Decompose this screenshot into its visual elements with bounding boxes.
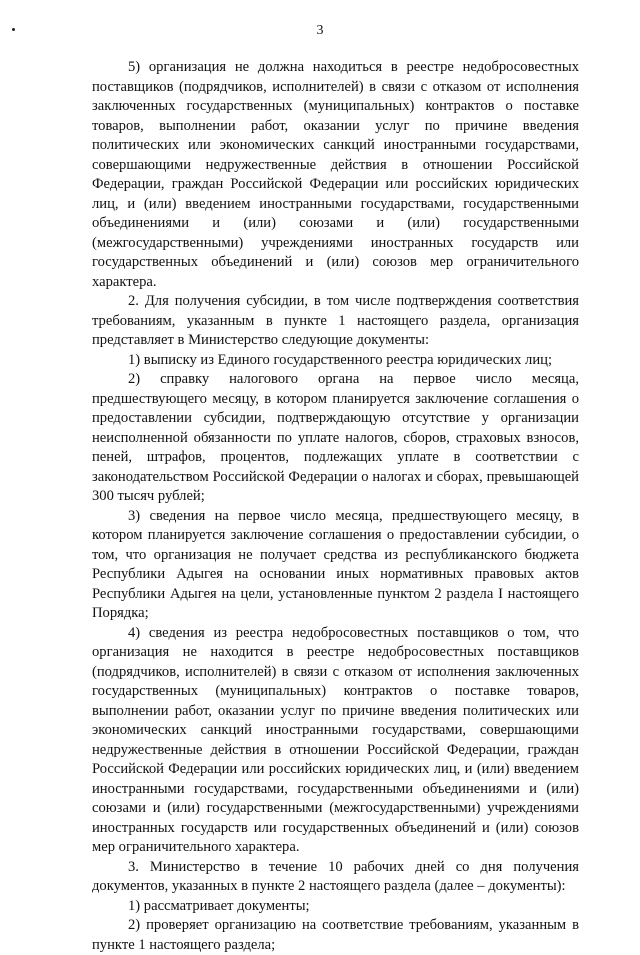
paragraph-point-3-ministry-review: 3. Министерство в течение 10 рабочих дней со дня получения документов, указанных в пункте 2 настоящего раздела (далее – документы): <box>92 858 579 894</box>
paragraph-item-4-registry-info: 4) сведения из реестра недобросовестных поставщиков о том, что организация не находится в реестре недобросовестных поставщиков (подрядчиков, исполнителей) в связи с отказом от исполнения заключенных государственных (муниципальных) контрактов о поставке товаров, выполнении работ, оказании услуг по причине введения политических или экономических санкций иностранными государствами, совершающими недружественные действия в отношении Российской Федерации, граждан Российской Федерации или российских юридических лиц, и (или) введением иностранными государствами, государственными объединениями и (или) союзами и (или) государственными (межгосударственными) учреждениями иностранных государств или государственных объединений и (или) союзов мер ограничительного характера. <box>92 624 579 855</box>
paragraph-item-3-budget-info: 3) сведения на первое число месяца, предшествующего месяцу, в котором планируется заключение соглашения о предоставлении субсидии, о том, что организация не получает средства из республиканского бюджета Республики Адыгея на основании иных нормативных правовых актов Республики Адыгея на цели, установленные пунктом 2 раздела I настоящего Порядка; <box>92 507 579 621</box>
paragraph-item-2-checks: 2) проверяет организацию на соответствие требованиям, указанным в пункте 1 настоящего раздела; <box>92 917 579 953</box>
paragraph-point-2-documents: 2. Для получения субсидии, в том числе подтверждения соответствия требованиям, указанным в пункте 1 настоящего раздела, организация представляет в Министерство следующие документы: <box>92 293 579 348</box>
page-number: 3 <box>316 23 324 38</box>
paragraph-item-5-registry-condition: 5) организация не должна находиться в реестре недобросовестных поставщиков (подрядчиков, исполнителей) в связи с отказом от исполнения заключенных государственных (муниципальных) контрактов о поставке товаров, выполнении работ, оказании услуг по причине введения политических или экономических санкций иностранными государствами, совершающими недружественные действия в отношении Российской Федерации, граждан Российской Федерации или российских юридических лиц, и (или) введением иностранными государствами, государственными объединениями и (или) союзами и (или) государственными (межгосударственными) учреждениями иностранных государств или государственных объединений и (или) союзов мер ограничительного характера. <box>92 59 579 290</box>
paragraph-item-1-reviews: 1) рассматривает документы; <box>128 897 310 914</box>
document-body <box>92 58 579 955</box>
paragraph-item-1-extract: 1) выписку из Единого государственного реестра юридических лиц; <box>128 351 553 368</box>
paragraph-item-2-tax-certificate: 2) справку налогового органа на первое число месяца, предшествующего месяцу, в котором планируется заключение соглашения о предоставлении субсидии, подтверждающую отсутствие у организации неисполненной обязанности по уплате налогов, сборов, страховых взносов, пеней, штрафов, процентов, подлежащих уплате в соответствии с законодательством Российской Федерации о налогах и сборах, превышающей 300 тысяч рублей; <box>92 371 579 504</box>
